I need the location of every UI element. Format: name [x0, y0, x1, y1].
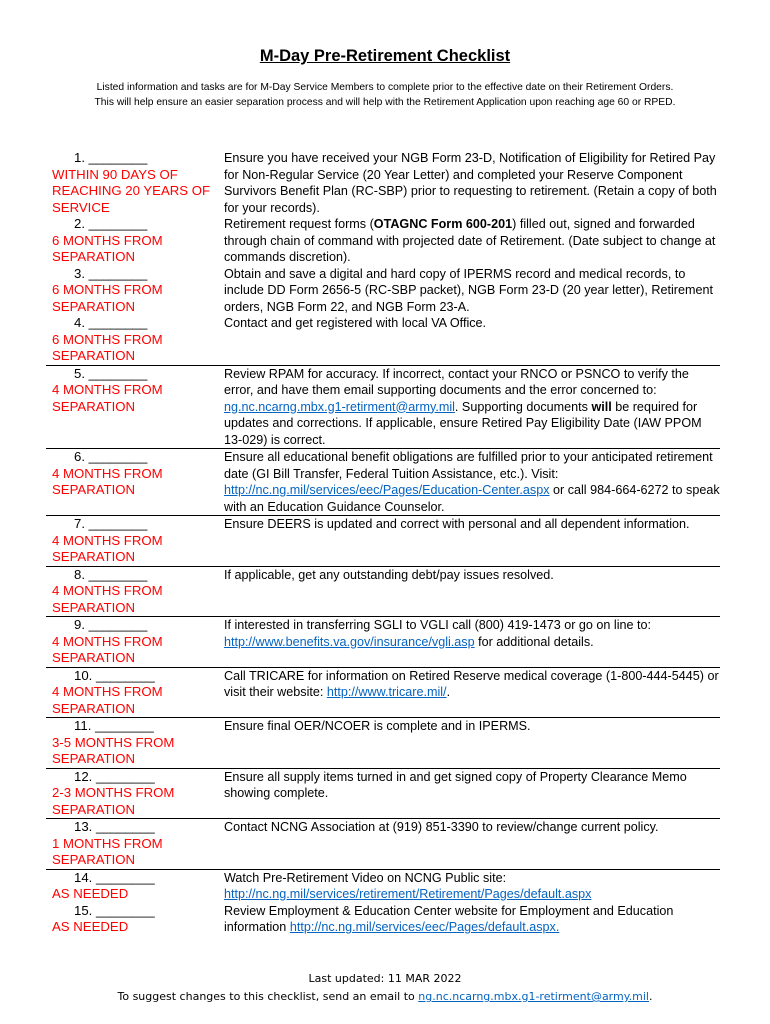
task-link[interactable]: http://www.tricare.mil/ — [326, 685, 447, 699]
checklist-table — [46, 150, 720, 936]
item-number: 15. ________ — [74, 902, 155, 918]
checklist-item — [46, 365, 720, 449]
item-task — [224, 449, 720, 516]
item-number: 14. ________ — [74, 869, 155, 885]
checklist-item — [46, 903, 720, 936]
item-number: 13. ________ — [74, 819, 155, 834]
item-timeline: WITHIN 90 DAYS OF REACHING 20 YEARS OF SERVICE — [52, 166, 211, 215]
checklist-item — [46, 516, 720, 567]
task-link[interactable]: http://nc.ng.mil/services/eec/Pages/Education-Center.aspx — [224, 483, 550, 497]
checklist-item — [46, 449, 720, 516]
task-text: Contact and get registered with local VA Office. — [224, 316, 487, 330]
item-left-cell — [46, 365, 224, 449]
checklist-item — [46, 617, 720, 668]
item-timeline: 3-5 MONTHS FROM SEPARATION — [52, 734, 175, 766]
checklist-item — [46, 667, 720, 718]
item-task — [224, 768, 720, 819]
task-text: Ensure all supply items turned in and get signed copy of Property Clearance Memo showing complete. — [224, 769, 687, 800]
item-left-cell — [46, 903, 224, 936]
item-left-cell — [46, 216, 224, 266]
task-text: Ensure final OER/NCOER is complete and in IPERMS. — [224, 719, 531, 733]
item-timeline: 6 MONTHS FROM SEPARATION — [52, 331, 163, 363]
item-number: 6. ________ — [74, 449, 148, 464]
item-timeline: 4 MONTHS FROM SEPARATION — [52, 532, 163, 564]
item-task — [224, 617, 720, 668]
task-text: Review Employment & Education Center website for Employment and Education information — [224, 903, 674, 934]
item-left-cell — [46, 266, 224, 316]
item-task — [224, 216, 720, 266]
item-timeline: 4 MONTHS FROM SEPARATION — [52, 684, 163, 716]
item-number: 11. ________ — [74, 718, 154, 733]
task-text: ) filled out, signed and forwarded through chain of command with projected date of Retirement. (Date subject to change at commands discretion). — [224, 217, 716, 264]
task-text: Watch Pre-Retirement Video on NCNG Public site: — [224, 870, 507, 885]
intro-line-2: This will help ensure an easier separation process and will help with the Retirement Application upon reaching age 60 or RPED. — [94, 97, 676, 108]
task-text: Ensure you have received your NGB Form 23-D, Notification of Eligibility for Retired Pay for Non-Regular Service (20 Year Letter) and completed your Reserve Component Survivors Benefit Plan (RC-SBP) prior to requesting to retirement. (Retain a copy of both for your records). — [224, 151, 717, 215]
task-text: for additional details. — [474, 634, 594, 649]
suggest-email-link[interactable]: ng.nc.ncarng.mbx.g1-retirment@army.mil — [418, 990, 649, 1003]
item-timeline: AS NEEDED — [52, 919, 129, 934]
item-number: 10. ________ — [74, 667, 155, 683]
item-task — [224, 266, 720, 316]
item-task — [224, 150, 720, 216]
checklist-item — [46, 150, 720, 216]
item-left-cell — [46, 150, 224, 216]
checklist-item — [46, 266, 720, 316]
item-task — [224, 869, 720, 903]
item-timeline: AS NEEDED — [52, 886, 129, 901]
item-left-cell — [46, 315, 224, 365]
item-left-cell — [46, 667, 224, 718]
item-timeline: 6 MONTHS FROM SEPARATION — [52, 232, 163, 264]
task-text: Obtain and save a digital and hard copy of IPERMS record and medical records, to include DD Form 2656-5 (RC-SBP packet), NGB Form 23-D (20 year letter), Retirement orders, NGB Form 22, and NGB Form 23-A. — [224, 266, 713, 314]
item-left-cell — [46, 819, 224, 870]
task-link[interactable]: http://nc.ng.mil/services/eec/Pages/default.aspx. — [289, 920, 560, 934]
checklist-item — [46, 216, 720, 266]
item-task — [224, 718, 720, 769]
task-text: If applicable, get any outstanding debt/pay issues resolved. — [224, 567, 554, 582]
item-task — [224, 516, 720, 567]
item-left-cell — [46, 516, 224, 567]
task-text: Ensure DEERS is updated and correct with personal and all dependent information. — [224, 517, 690, 531]
item-left-cell — [46, 617, 224, 668]
checklist-item — [46, 566, 720, 617]
item-timeline: 6 MONTHS FROM SEPARATION — [52, 282, 163, 314]
checklist-item — [46, 315, 720, 365]
page-title: M-Day Pre-Retirement Checklist — [259, 47, 511, 65]
item-timeline: 4 MONTHS FROM SEPARATION — [52, 382, 163, 414]
task-emphasis: OTAGNC Form 600-201 — [373, 217, 513, 231]
item-left-cell — [46, 449, 224, 516]
item-timeline: 4 MONTHS FROM SEPARATION — [52, 583, 163, 615]
task-link[interactable]: http://www.benefits.va.gov/insurance/vgli.asp — [224, 634, 475, 649]
item-task — [224, 315, 720, 365]
item-number: 7. ________ — [74, 516, 148, 531]
item-number: 1. ________ — [74, 150, 148, 165]
task-text: Retirement request forms ( — [224, 217, 374, 231]
suggest-prefix: To suggest changes to this checklist, send an email to — [117, 990, 419, 1003]
item-left-cell — [46, 869, 224, 903]
item-number: 3. ________ — [74, 265, 148, 281]
item-task — [224, 667, 720, 718]
task-text: . — [446, 685, 451, 699]
item-timeline: 2-3 MONTHS FROM SEPARATION — [52, 785, 175, 817]
checklist-item — [46, 768, 720, 819]
task-text: Review RPAM for accuracy. If incorrect, contact your RNCO or PSNCO to verify the error, and have them email supporting documents and the error concerned to: — [224, 366, 689, 397]
task-text: . Supporting documents — [454, 399, 592, 414]
item-task — [224, 819, 720, 870]
item-task — [224, 365, 720, 449]
item-number: 4. ________ — [74, 315, 148, 330]
task-text: Call TRICARE for information on Retired Reserve medical coverage (1-800-444-5445) or visit their website: — [224, 668, 719, 699]
item-timeline: 1 MONTHS FROM SEPARATION — [52, 835, 163, 867]
item-number: 8. ________ — [74, 566, 148, 582]
item-task — [224, 903, 720, 936]
checklist-item — [46, 869, 720, 903]
item-number: 12. ________ — [74, 768, 155, 784]
suggest-suffix: . — [649, 990, 653, 1003]
suggest-changes-note — [0, 989, 770, 1005]
task-text: or call 984-664-6272 to speak with an Education Guidance Counselor. — [224, 483, 720, 514]
task-emphasis: will — [591, 399, 612, 414]
intro-text — [40, 80, 730, 110]
item-number: 2. ________ — [74, 216, 148, 231]
task-link[interactable]: http://nc.ng.mil/services/retirement/Retirement/Pages/default.aspx — [224, 887, 592, 901]
item-left-cell — [46, 718, 224, 769]
intro-line-1: Listed information and tasks are for M-Day Service Members to complete prior to the effective date on their Retirement Orders. — [96, 82, 674, 93]
item-timeline: 4 MONTHS FROM SEPARATION — [52, 465, 163, 497]
item-timeline: 4 MONTHS FROM SEPARATION — [52, 633, 163, 665]
item-number: 5. ________ — [74, 365, 148, 381]
task-link[interactable]: ng.nc.ncarng.mbx.g1-retirment@army.mil — [224, 399, 455, 414]
last-updated: Last updated: 11 MAR 2022 — [308, 972, 462, 985]
task-text: Contact NCNG Association at (919) 851-3390 to review/change current policy. — [224, 820, 659, 834]
item-left-cell — [46, 566, 224, 617]
item-task — [224, 566, 720, 617]
item-left-cell — [46, 768, 224, 819]
checklist-item — [46, 819, 720, 870]
task-text: Ensure all educational benefit obligations are fulfilled prior to your anticipated retirement date (GI Bill Transfer, Federal Tuition Assistance, etc.). Visit: — [224, 450, 713, 481]
checklist-item — [46, 718, 720, 769]
task-text: If interested in transferring SGLI to VGLI call (800) 419-1473 or go on line to: — [224, 618, 652, 632]
item-number: 9. ________ — [74, 617, 148, 632]
task-text: be required for updates and corrections. If applicable, ensure Retired Pay Eligibility Date (IAW PPOM 13-029) is correct. — [224, 399, 702, 447]
